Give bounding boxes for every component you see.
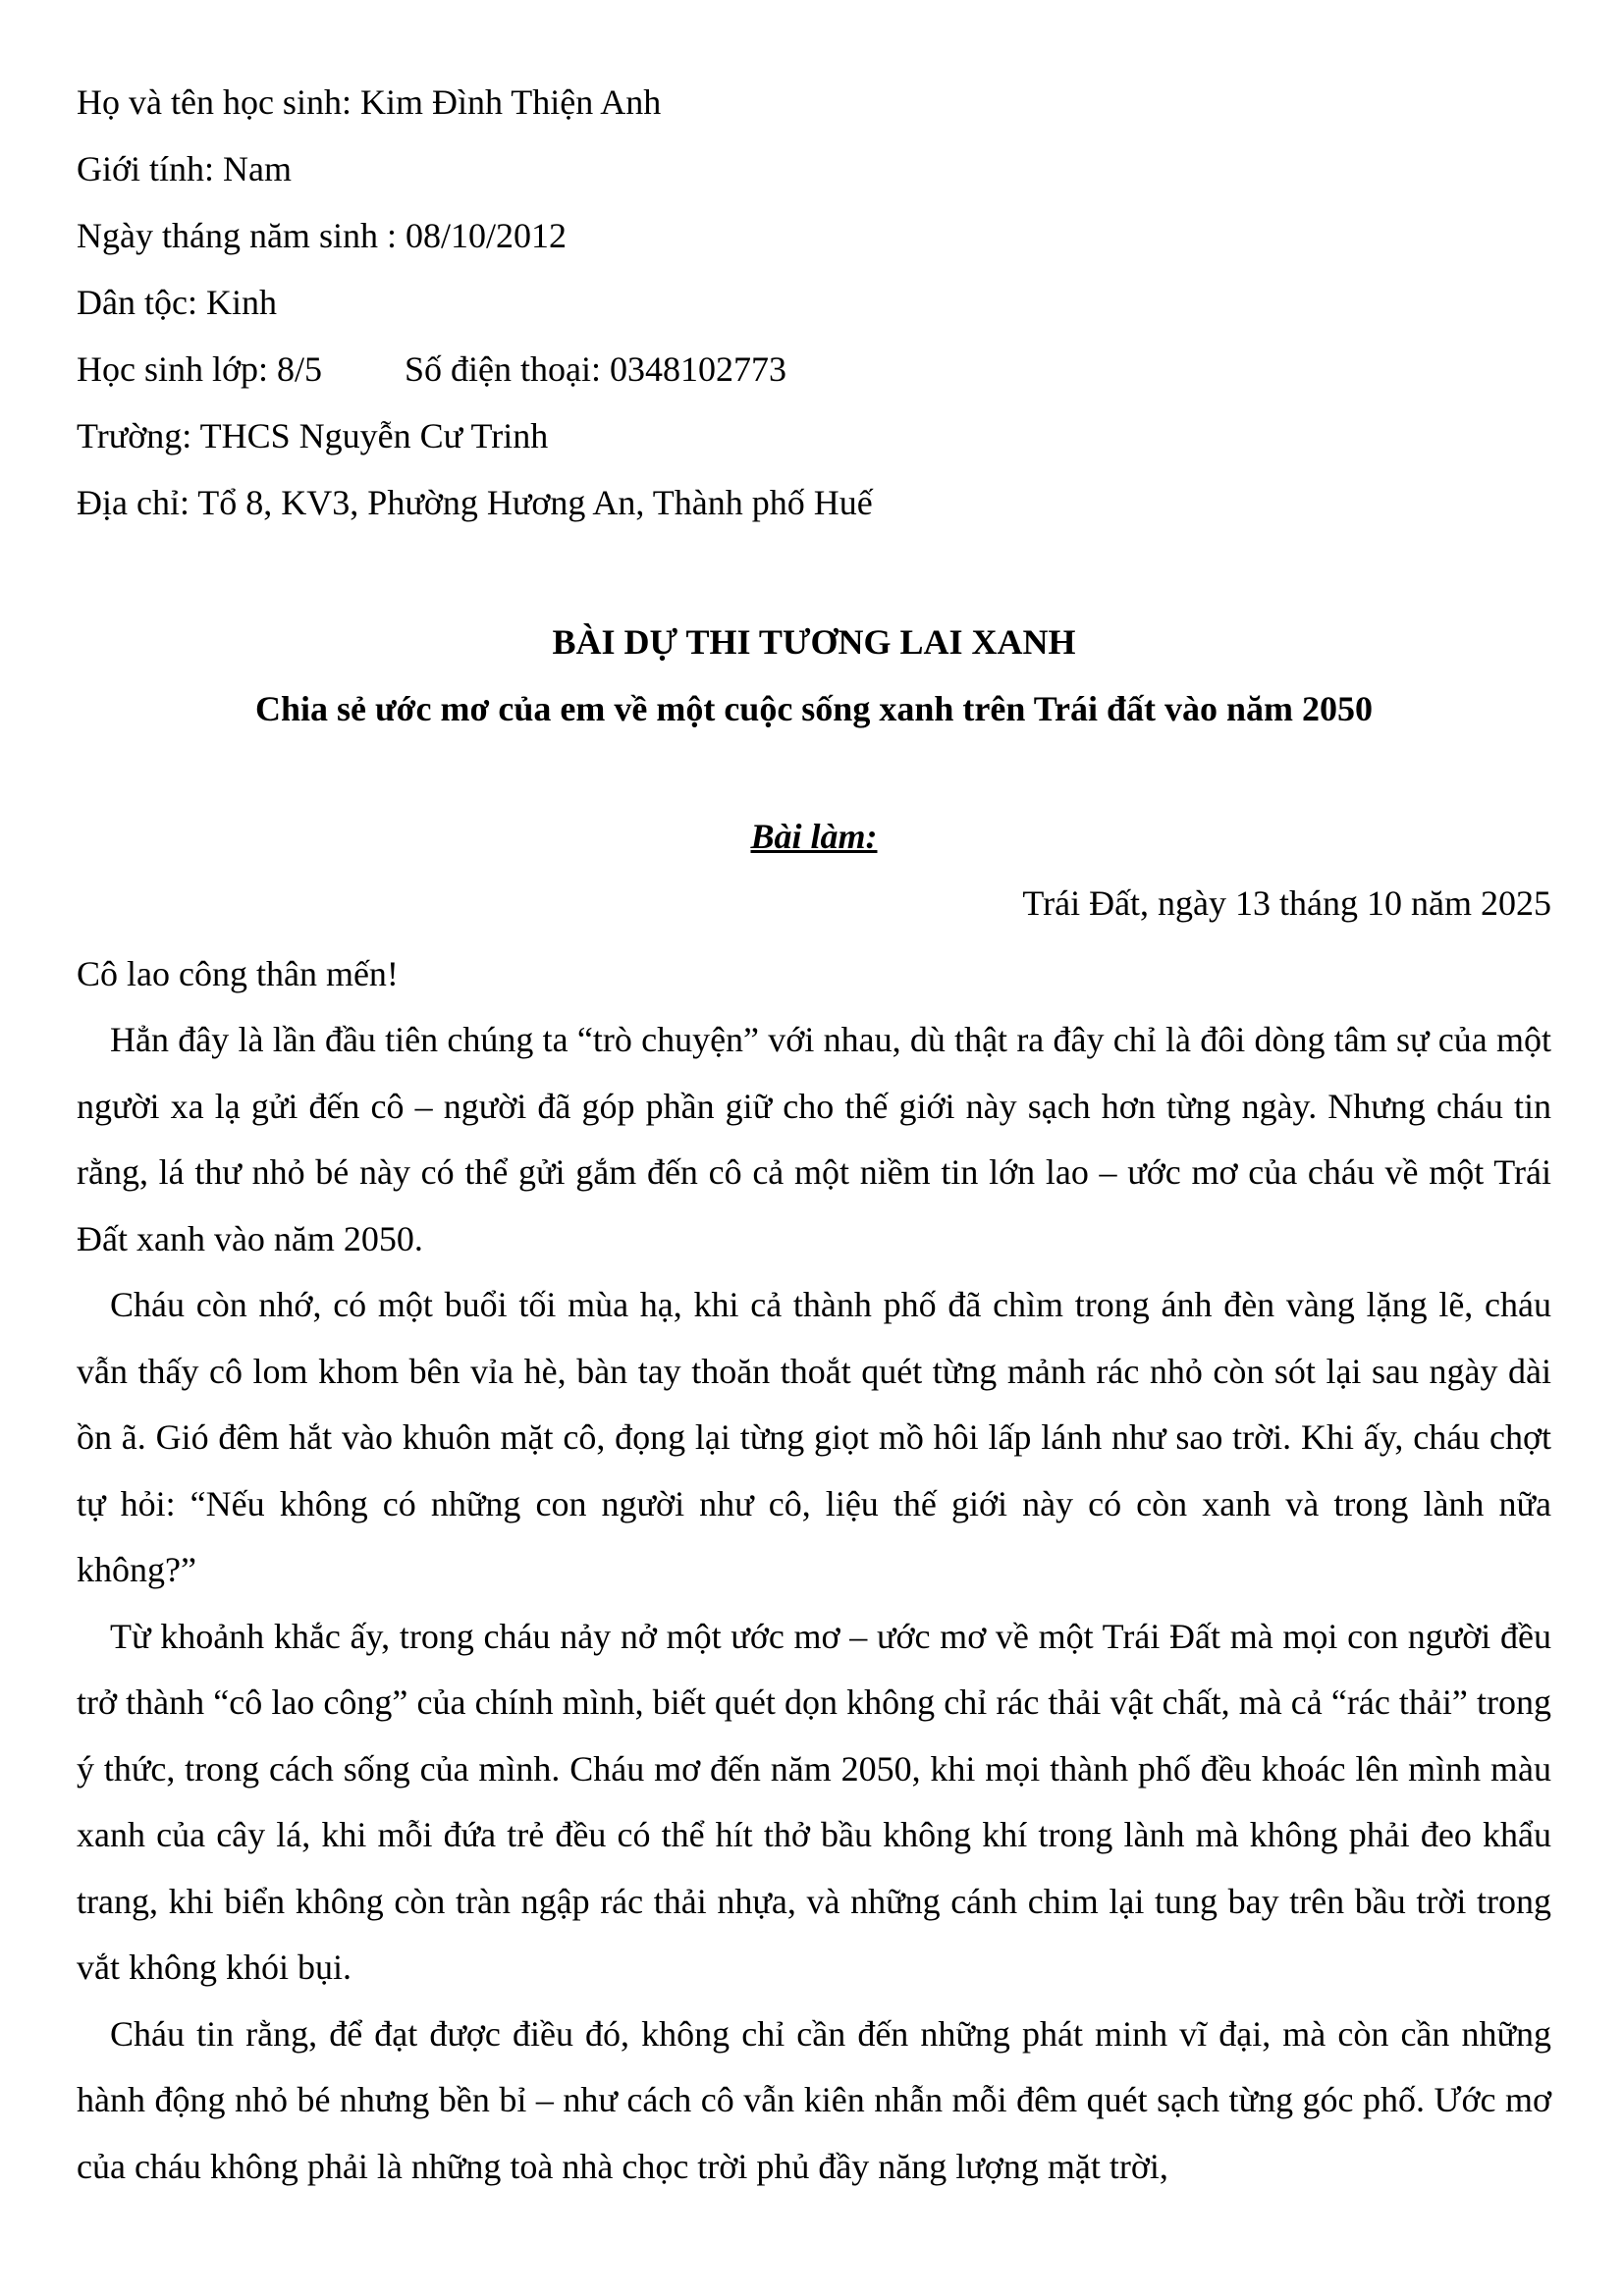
paragraph-2: Cháu còn nhớ, có một buổi tối mùa hạ, khi cả thành phố đã chìm trong ánh đèn vàng lặng lẽ, cháu vẫn thấy cô lom khom bên vỉa hè, bàn tay thoăn thoắt quét từng mảnh rác nhỏ còn sót lại sau ngày dài ồn ã. Gió đêm hắt vào khuôn mặt cô, đọng lại từng giọt mồ hôi lấp lánh như sao trời. Khi ấy, cháu chợt tự hỏi: “Nếu không có những con người như cô, liệu thế giới này có còn xanh và trong lành nữa không?” <box>77 1285 1551 1589</box>
student-ethnicity: Dân tộc: Kinh <box>77 283 277 322</box>
student-dob: Ngày tháng năm sinh : 08/10/2012 <box>77 216 567 255</box>
document-subtitle: Chia sẻ ước mơ của em về một cuộc sống xanh trên Trái đất vào năm 2050 <box>254 689 1374 728</box>
student-class: Học sinh lớp: 8/5 <box>77 349 323 389</box>
student-name: Họ và tên học sinh: Kim Đình Thiện Anh <box>77 82 662 122</box>
student-class-phone <box>77 336 1551 402</box>
letter-date: Trái Đất, ngày 13 tháng 10 năm 2025 <box>1022 883 1551 923</box>
document-title: BÀI DỰ THI TƯƠNG LAI XANH <box>552 622 1076 662</box>
student-school: Trường: THCS Nguyễn Cư Trinh <box>77 416 549 455</box>
student-address: Địa chỉ: Tổ 8, KV3, Phường Hương An, Thành phố Huế <box>77 483 873 522</box>
paragraph-4: Cháu tin rằng, để đạt được điều đó, không chỉ cần đến những phát minh vĩ đại, mà còn cần những hành động nhỏ bé nhưng bền bỉ – như cách cô vẫn kiên nhẫn mỗi đêm quét sạch từng góc phố. Ước mơ của cháu không phải là những toà nhà chọc trời phủ đầy năng lượng mặt trời, <box>77 2013 1551 2186</box>
essay-heading: Bài làm: <box>750 817 878 856</box>
paragraph-1: Hẳn đây là lần đầu tiên chúng ta “trò chuyện” với nhau, dù thật ra đây chỉ là đôi dòng tâm sự của một người xa lạ gửi đến cô – người đã góp phần giữ cho thế giới này sạch hơn từng ngày. Nhưng cháu tin rằng, lá thư nhỏ bé này có thể gửi gắm đến cô cả một niềm tin lớn lao – ước mơ của cháu về một Trái Đất xanh vào năm 2050. <box>77 1020 1551 1258</box>
student-phone: Số điện thoại: 0348102773 <box>405 349 787 389</box>
document-page <box>77 69 1551 2200</box>
paragraph-3: Từ khoảnh khắc ấy, trong cháu nảy nở một ước mơ – ước mơ về một Trái Đất mà mọi con người đều trở thành “cô lao công” của chính mình, biết quét dọn không chỉ rác thải vật chất, mà cả “rác thải” trong ý thức, trong cách sống của mình. Cháu mơ đến năm 2050, khi mọi thành phố đều khoác lên mình màu xanh của cây lá, khi mỗi đứa trẻ đều có thể hít thở bầu không khí trong lành mà không phải đeo khẩu trang, khi biển không còn tràn ngập rác thải nhựa, và những cánh chim lại tung bay trên bầu trời trong vắt không khói bụi. <box>77 1616 1551 1987</box>
letter-salutation: Cô lao công thân mến! <box>77 954 399 993</box>
student-gender: Giới tính: Nam <box>77 149 293 188</box>
